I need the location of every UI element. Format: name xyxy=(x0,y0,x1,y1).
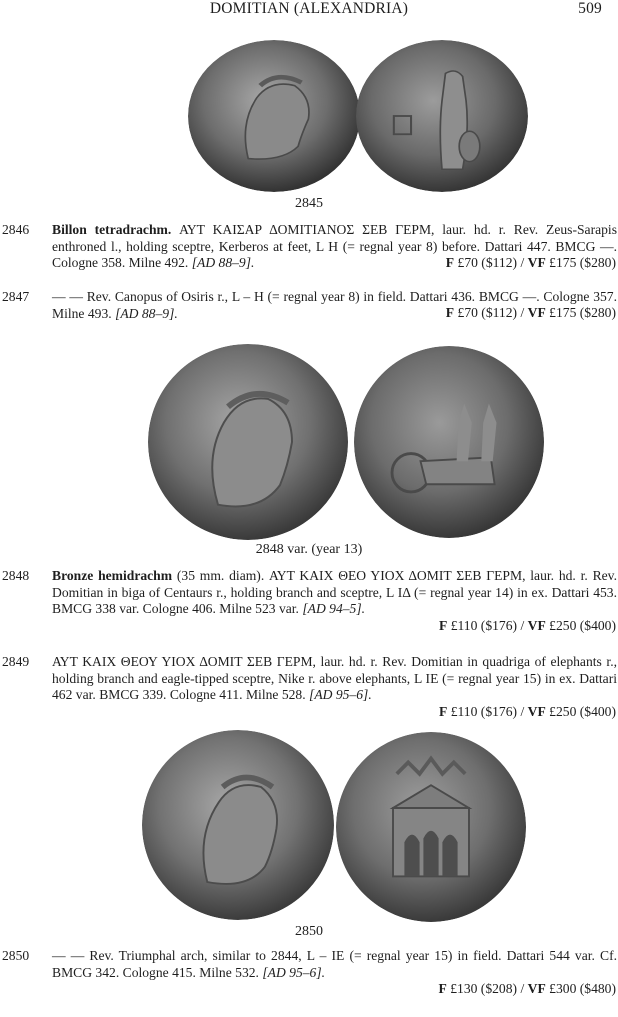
catalogue-entry xyxy=(0,289,618,323)
entry-number: 2847 xyxy=(2,289,30,304)
entry-price: F £70 ($112) / VF £175 ($280) xyxy=(445,305,616,320)
entry-date: [AD 88–9]. xyxy=(115,305,178,321)
entry-description xyxy=(52,948,617,981)
figure-caption: 2845 xyxy=(295,196,323,211)
entry-price: F £70 ($112) / VF £175 ($280) xyxy=(445,255,616,270)
entry-description xyxy=(52,568,617,618)
catalogue-entry xyxy=(0,222,618,272)
running-header xyxy=(0,0,618,20)
catalogue-entry xyxy=(0,568,618,634)
entry-date: [AD 94–5]. xyxy=(302,601,366,616)
entry-number: 2848 xyxy=(2,568,30,583)
entry-number: 2846 xyxy=(2,222,30,237)
figure-caption: 2848 var. (year 13) xyxy=(255,542,363,557)
entry-date: [AD 95–6]. xyxy=(309,687,372,702)
entry-price: F £130 ($208) / VF £300 ($480) xyxy=(438,981,616,996)
coin-2845-reverse-image xyxy=(356,40,528,192)
catalogue-entry xyxy=(0,654,618,720)
entry-date: [AD 88–9]. xyxy=(191,255,255,270)
entry-price: F £110 ($176) / VF £250 ($400) xyxy=(439,704,616,719)
figure-caption: 2850 xyxy=(295,924,323,939)
entry-denomination: Bronze hemidrachm xyxy=(52,568,173,583)
catalogue-entry xyxy=(0,948,618,998)
entry-text: — — Rev. Canopus of Osiris r., L – H (= regnal year 8) in field. Dattari 436. BMCG —. Cologne 357. Milne 493. xyxy=(52,289,617,321)
entry-denomination: Billon tetradrachm. xyxy=(52,222,172,237)
entry-text: (35 mm. diam). ΑΥΤ ΚΑΙΧ ΘΕΟ ΥΙΟΧ ΔΟΜΙΤ ΣΕΒ ΓΕΡΜ, laur. hd. r. Rev. Domitian in biga of Centaurs r., holding branch and sceptre, L IΔ (= regnal year 14) in ex. Dattari 453. BMCG 338 var. Cologne 406. Milne 523 var. xyxy=(52,568,617,616)
coin-2848-obverse-image xyxy=(148,344,348,540)
entry-text: ΑΥΤ ΚΑΙΣΑΡ ΔΟΜΙΤΙΑΝΟΣ ΣΕΒ ΓΕΡΜ, laur. hd. r. Rev. Zeus-Sarapis enthroned l., holding sceptre, Kerberos at feet, L H (= regnal year 8) before. Dattari 447. BMCG —. Cologne 358. Milne 492. xyxy=(52,222,617,270)
entry-number: 2850 xyxy=(2,948,30,963)
coin-2850-obverse-image xyxy=(142,730,334,920)
entry-number: 2849 xyxy=(2,654,30,669)
page-title: DOMITIAN (ALEXANDRIA) xyxy=(209,0,409,17)
entry-date: [AD 95–6]. xyxy=(262,964,326,980)
coin-2850-reverse-image xyxy=(336,732,526,922)
entry-text: — — Rev. Triumphal arch, similar to 2844, L – IE (= regnal year 15) in field. Dattari 544 var. Cf. BMCG 342. Cologne 415. Milne 532. xyxy=(52,948,617,980)
coin-2848-reverse-image xyxy=(354,346,544,538)
entry-price: F £110 ($176) / VF £250 ($400) xyxy=(439,618,616,633)
entry-description xyxy=(52,654,617,704)
page-number: 509 xyxy=(578,0,602,17)
coin-2845-obverse-image xyxy=(188,40,360,192)
entry-text: ΑΥΤ ΚΑΙΧ ΘΕΟΥ ΥΙΟΧ ΔΟΜΙΤ ΣΕΒ ΓΕΡΜ, laur. hd. r. Rev. Domitian in quadriga of elephants r., holding branch and eagle-tipped sceptre, Nike r. above elephants, L IE (= regnal year 15) in ex. Dattari 462 var. BMCG 339. Cologne 411. Milne 528. xyxy=(52,654,617,702)
